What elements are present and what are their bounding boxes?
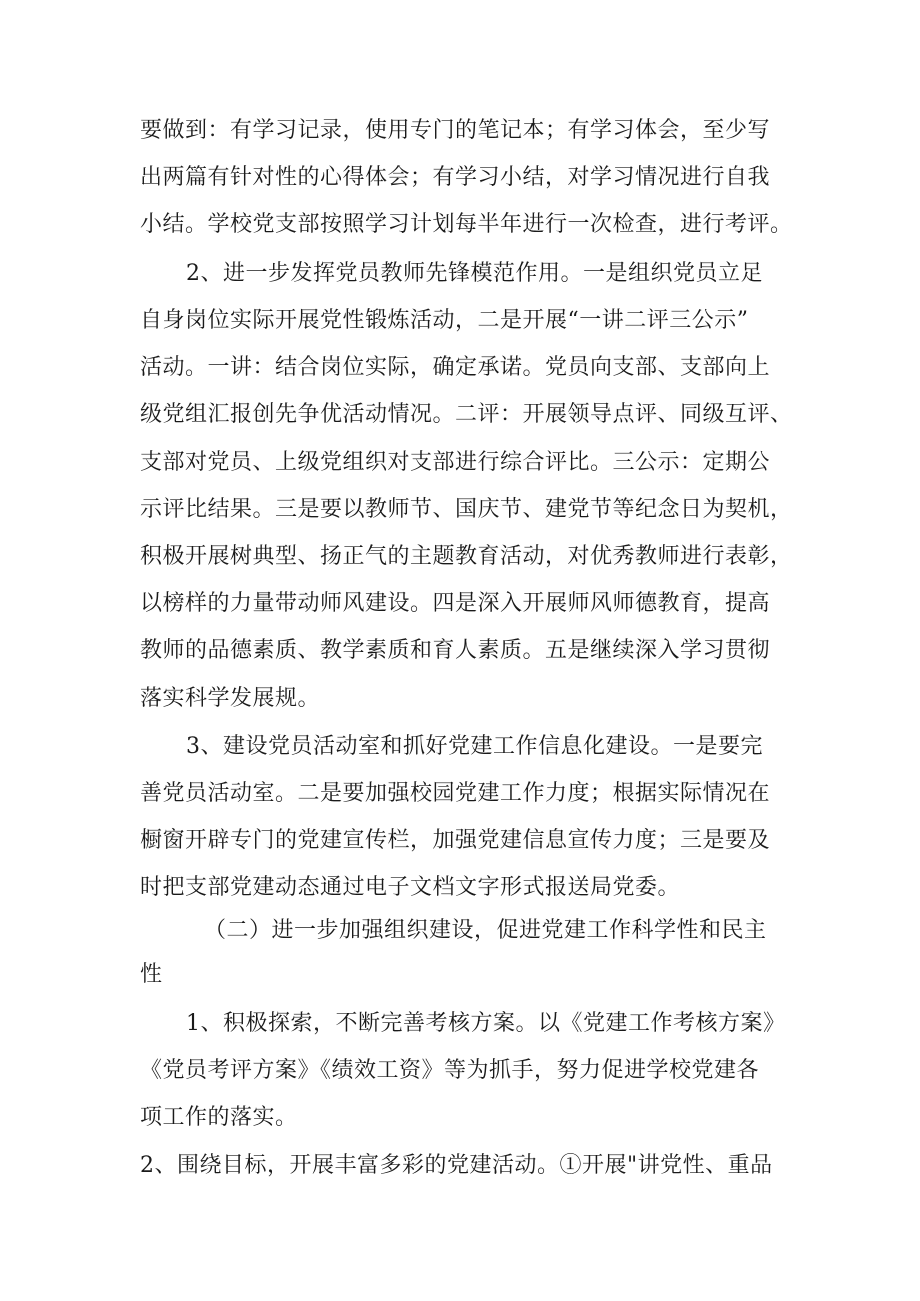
- paragraph-line: 要做到：有学习记录，使用专门的笔记本；有学习体会，至少写: [140, 118, 771, 143]
- paragraph-line: 2、进一步发挥党员教师先锋模范作用。一是组织党员立足: [186, 261, 763, 286]
- paragraph-line: 自身岗位实际开展党性锻炼活动，二是开展“一讲二评三公示”: [140, 308, 749, 333]
- section-heading: （二）进一步加强组织建设，促进党建工作科学性和民主: [204, 918, 767, 943]
- paragraph-line: 支部对党员、上级党组织对支部进行综合评比。三公示：定期公: [140, 450, 771, 475]
- paragraph-line: 小结。学校党支部按照学习计划每半年进行一次检查，进行考评。: [140, 212, 793, 237]
- paragraph-line: 以榜样的力量带动师风建设。四是深入开展师风师德教育，提高: [140, 591, 771, 616]
- paragraph-line: 积极开展树典型、扬正气的主题教育活动，对优秀教师进行表彰，: [140, 544, 793, 569]
- paragraph-line: 教师的品德素质、教学素质和育人素质。五是继续深入学习贯彻: [140, 638, 771, 663]
- paragraph-line: 项工作的落实。: [140, 1105, 298, 1130]
- paragraph-line: 级党组汇报创先争优活动情况。二评：开展领导点评、同级互评、: [140, 402, 793, 427]
- paragraph-line: 活动。一讲：结合岗位实际，确定承诺。党员向支部、支部向上: [140, 355, 771, 380]
- paragraph-line: 1、积极探索，不断完善考核方案。以《党建工作考核方案》: [186, 1011, 786, 1036]
- paragraph-line: 《党员考评方案》《绩效工资》等为抓手，努力促进学校党建各: [140, 1058, 760, 1083]
- paragraph-line: 2、围绕目标，开展丰富多彩的党建活动。①开展"讲党性、重品: [140, 1153, 773, 1178]
- section-heading-continuation: 性: [140, 962, 163, 987]
- paragraph-line: 示评比结果。三是要以教师节、国庆节、建党节等纪念日为契机，: [140, 497, 793, 522]
- paragraph-line: 3、建设党员活动室和抓好党建工作信息化建设。一是要完: [186, 734, 763, 759]
- paragraph-line: 出两篇有针对性的心得体会；有学习小结，对学习情况进行自我: [140, 165, 771, 190]
- paragraph-line: 时把支部党建动态通过电子文档文字形式报送局党委。: [140, 875, 681, 900]
- paragraph-line: 落实科学发展规。: [140, 686, 321, 711]
- paragraph-line: 善党员活动室。二是要加强校园党建工作力度；根据实际情况在: [140, 781, 771, 806]
- paragraph-line: 橱窗开辟专门的党建宣传栏，加强党建信息宣传力度；三是要及: [140, 828, 771, 853]
